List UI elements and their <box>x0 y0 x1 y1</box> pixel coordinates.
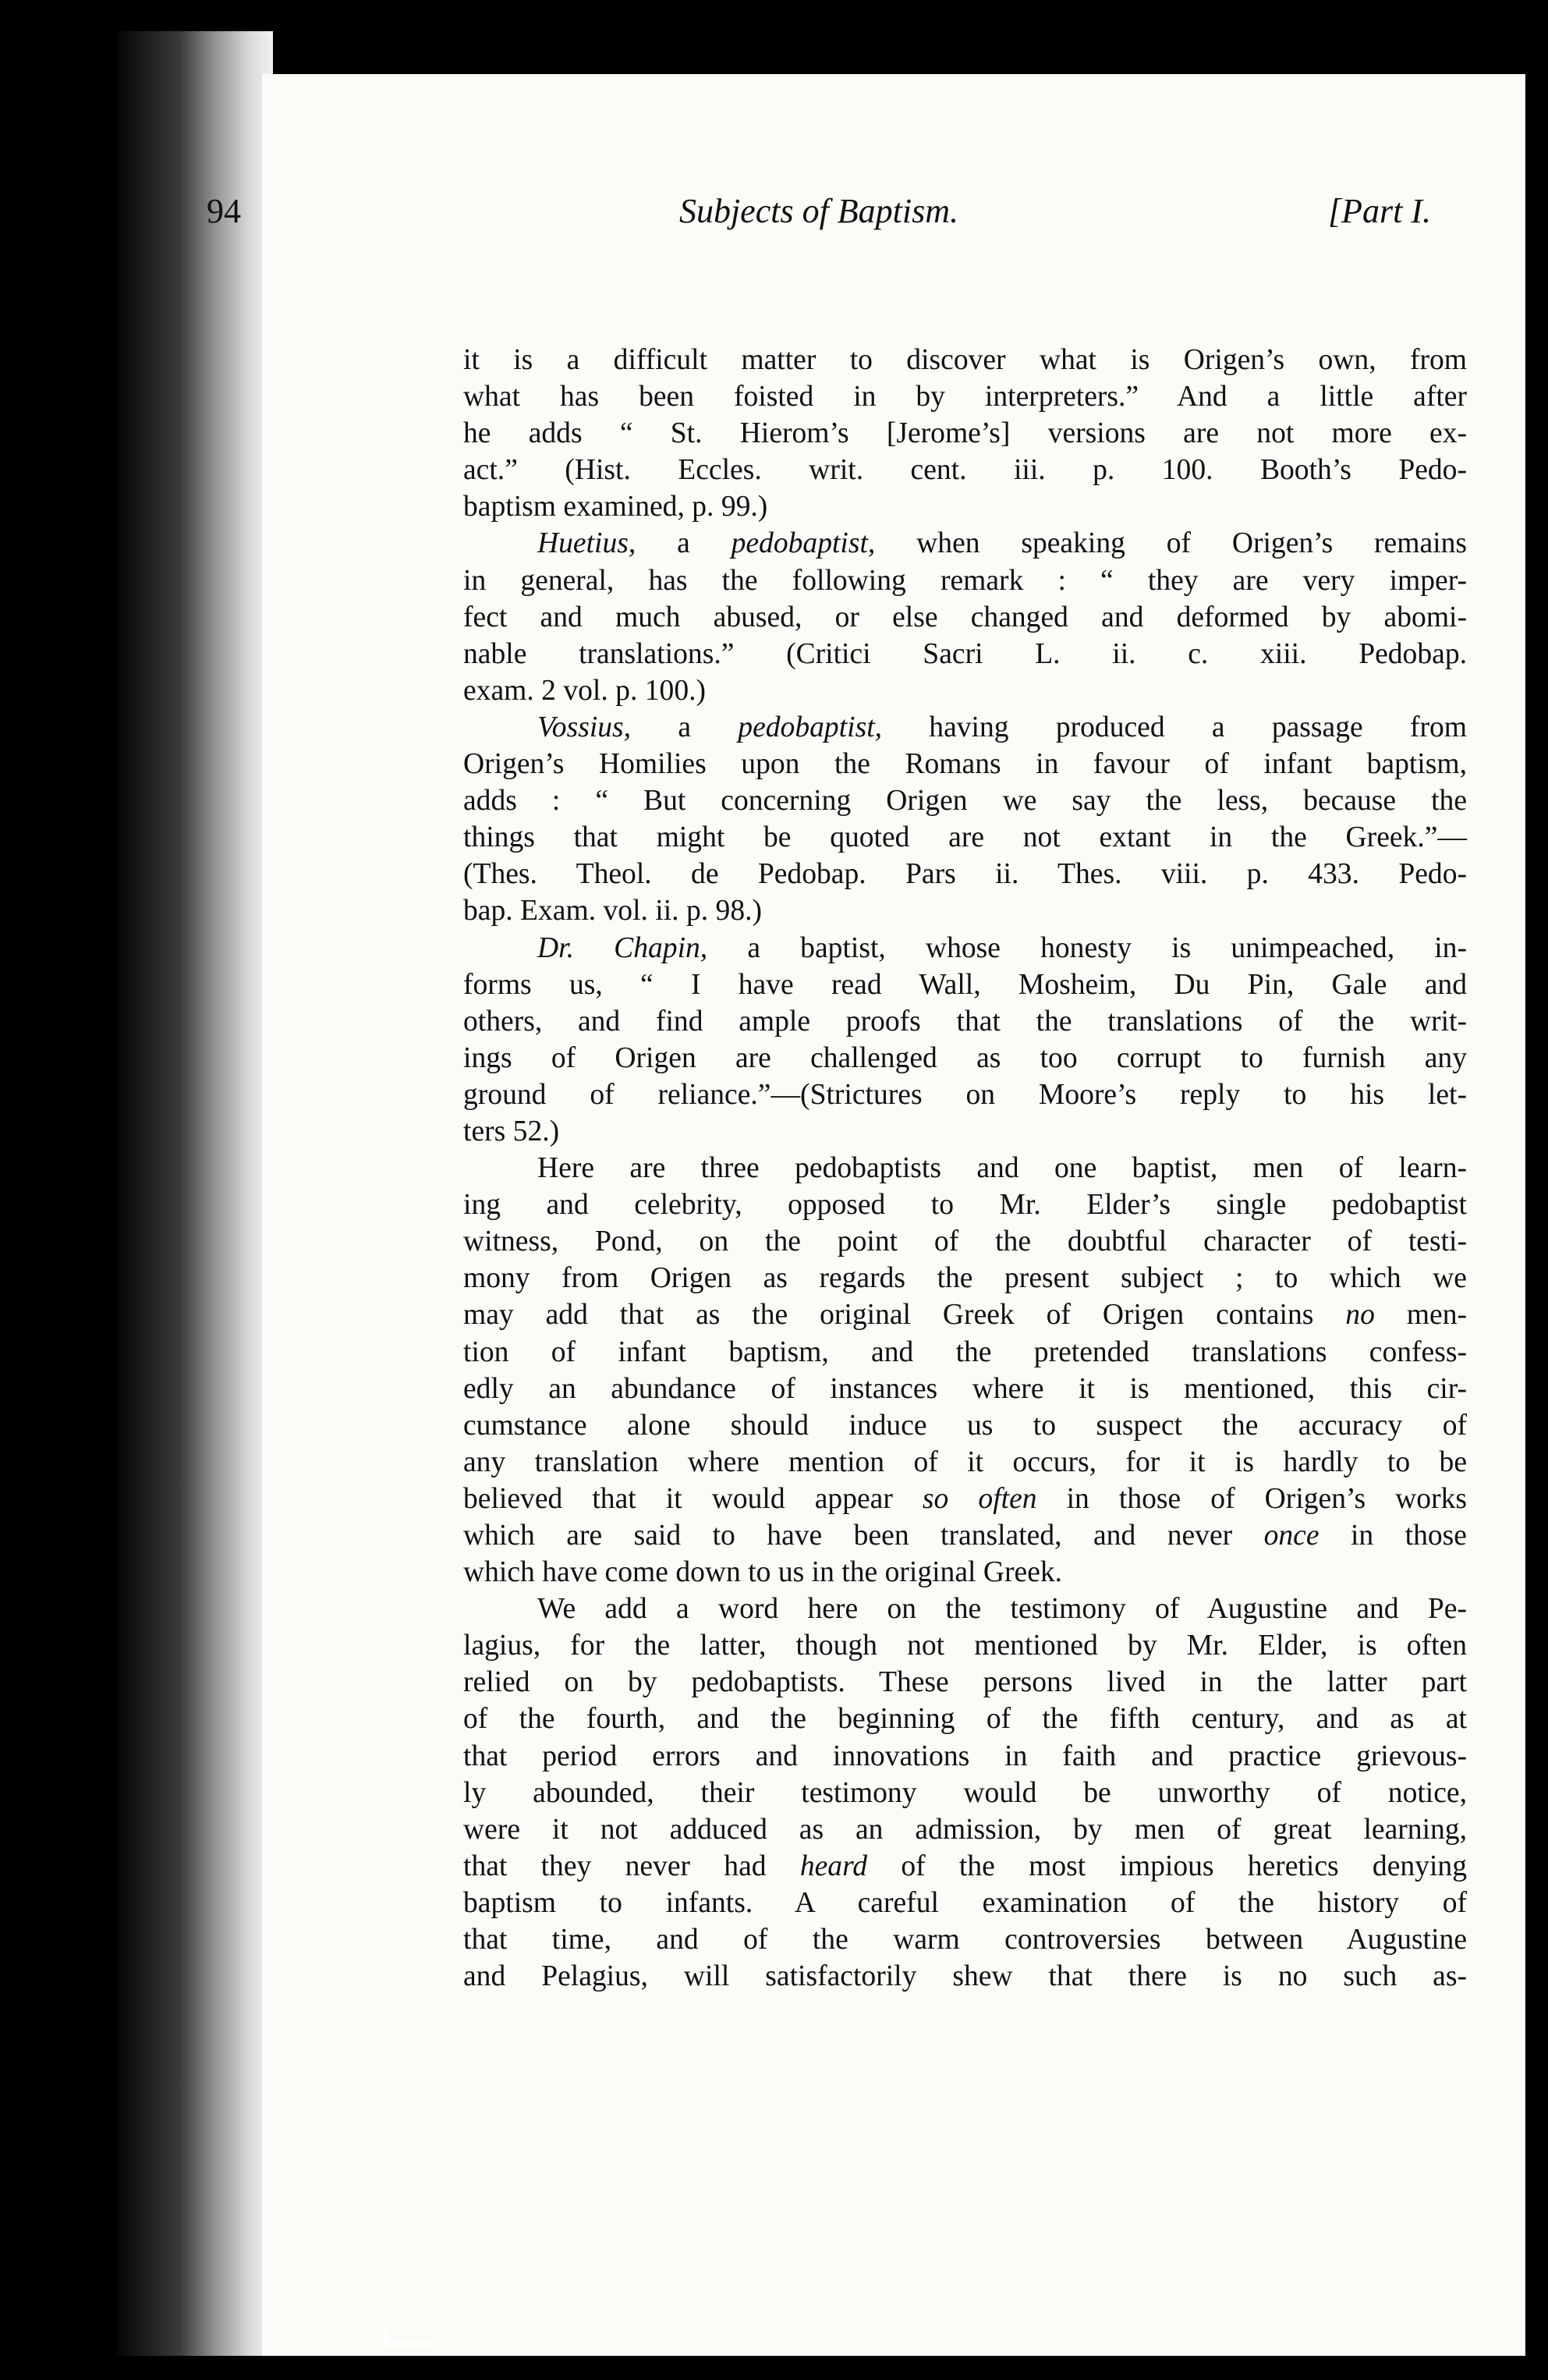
paragraph <box>463 709 1467 930</box>
paragraph <box>463 930 1467 1151</box>
text-line: bap. Exam. vol. ii. p. 98.) <box>463 895 763 928</box>
text-line: ters 52.) <box>463 1115 560 1147</box>
text-line: in general, has the following remark : “ they are very imper- <box>463 564 1467 597</box>
text-line: mony from Origen as regards the present subject ; to which we <box>463 1262 1467 1295</box>
text-line: Origen’s Homilies upon the Romans in favour of infant baptism, <box>463 748 1467 781</box>
text-line: cumstance alone should induce us to suspect the accuracy of <box>463 1409 1467 1442</box>
text-line: lagius, for the latter, though not mentioned by Mr. Elder, is often <box>463 1630 1467 1662</box>
text-line: ly abounded, their testimony would be unworthy of notice, <box>463 1776 1467 1809</box>
text-line: any translation where mention of it occurs, for it is hardly to be <box>463 1445 1467 1478</box>
text-line: Vossius, a pedobaptist, having produced a passage from <box>537 711 1468 743</box>
text-line: We add a word here on the testimony of Augustine and Pe- <box>537 1593 1467 1626</box>
running-header <box>207 191 1431 238</box>
text-line: believed that it would appear so often in those of Origen’s works <box>463 1482 1467 1515</box>
text-line: of the fourth, and the beginning of the fifth century, and as at <box>463 1703 1467 1736</box>
author-name: Huetius, <box>537 527 636 560</box>
text-line: may add that as the original Greek of Origen contains no men- <box>463 1299 1467 1332</box>
text-line: forms us, “ I have read Wall, Mosheim, Du Pin, Gale and <box>463 968 1467 1001</box>
text-line: which are said to have been translated, and never once in those <box>463 1520 1467 1552</box>
running-title: Subjects of Baptism. <box>678 192 959 230</box>
text-line: exam. 2 vol. p. 100.) <box>463 674 707 707</box>
author-name: Dr. Chapin, <box>537 931 708 964</box>
text-line: relied on by pedobaptists. These persons lived in the latter part <box>463 1666 1467 1699</box>
scan-corner-mark <box>384 2325 436 2346</box>
paragraph <box>463 1591 1467 1995</box>
paragraph <box>463 525 1467 708</box>
text-line: tion of infant baptism, and the pretended translations confess- <box>463 1335 1467 1368</box>
text-line: things that might be quoted are not extant in the Greek.”— <box>463 821 1467 854</box>
page-number: 94 <box>207 192 241 230</box>
text-line: what has been foisted in by interpreters.” And a little after <box>463 381 1467 413</box>
text-line: fect and much abused, or else changed and deformed by abomi- <box>463 601 1467 633</box>
paragraph <box>463 1150 1467 1591</box>
text-line: Huetius, a pedobaptist, when speaking of Origen’s remains <box>537 527 1467 560</box>
author-name: Vossius, <box>537 711 632 743</box>
text-line: ings of Origen are challenged as too corrupt to furnish any <box>463 1041 1467 1074</box>
text-line: that time, and of the warm controversies between Augustine <box>463 1924 1467 1956</box>
paragraph <box>463 342 1467 525</box>
text-line: adds : “ But concerning Origen we say the less, because the <box>463 785 1467 818</box>
text-line: he adds “ St. Hierom’s [Jerome’s] versions are not more ex- <box>463 417 1467 450</box>
text-line: edly an abundance of instances where it is mentioned, this cir- <box>463 1372 1467 1405</box>
text-line: nable translations.” (Critici Sacri L. ii. c. xiii. Pedobap. <box>463 637 1467 670</box>
text-line: which have come down to us in the original Greek. <box>463 1556 1063 1589</box>
text-line: that they never had heard of the most impious heretics denying <box>463 1850 1467 1882</box>
part-label: [Part I. <box>1328 192 1431 230</box>
text-line: ing and celebrity, opposed to Mr. Elder’s single pedobaptist <box>463 1189 1467 1222</box>
text-line: baptism to infants. A careful examination of the history of <box>463 1886 1467 1919</box>
text-line: and Pelagius, will satisfactorily shew that there is no such as- <box>463 1960 1467 1993</box>
page-body <box>463 342 1467 1995</box>
text-line: Here are three pedobaptists and one baptist, men of learn- <box>537 1152 1467 1185</box>
text-line: ground of reliance.”—(Strictures on Moore’s reply to his let- <box>463 1078 1467 1111</box>
text-line: witness, Pond, on the point of the doubtful character of testi- <box>463 1225 1467 1258</box>
text-line: it is a difficult matter to discover what is Origen’s own, from <box>463 344 1467 376</box>
text-line: (Thes. Theol. de Pedobap. Pars ii. Thes. viii. p. 433. Pedo- <box>463 858 1467 891</box>
text-line: Dr. Chapin, a baptist, whose honesty is unimpeached, in- <box>537 931 1467 964</box>
text-line: were it not adduced as an admission, by men of great learning, <box>463 1813 1467 1846</box>
text-line: baptism examined, p. 99.) <box>463 491 768 523</box>
text-line: others, and find ample proofs that the translations of the writ- <box>463 1005 1467 1037</box>
book-spine-shadow <box>117 31 273 2356</box>
text-line: act.” (Hist. Eccles. writ. cent. iii. p. 100. Booth’s Pedo- <box>463 454 1467 487</box>
text-line: that period errors and innovations in faith and practice grievous- <box>463 1740 1467 1772</box>
